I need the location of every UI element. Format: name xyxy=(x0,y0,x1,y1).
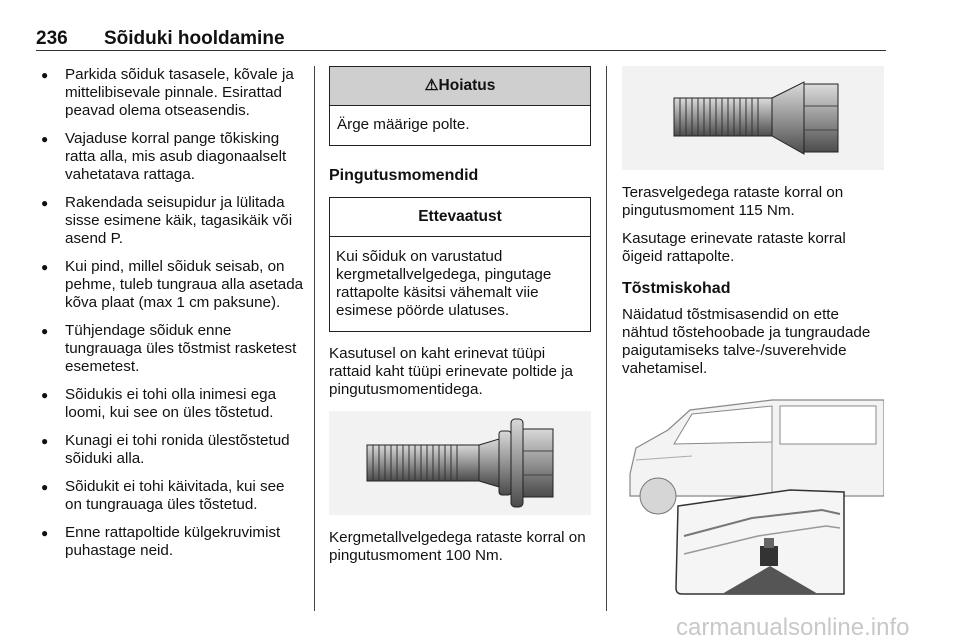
warning-text: Ärge määrige polte. xyxy=(337,116,470,133)
watermark: carmanualsonline.info xyxy=(676,614,910,641)
steel-wheel-bolt-illustration xyxy=(622,66,884,170)
paragraph-steel-torque: Terasvelgedega rataste korral on pingutusmoment 115 Nm. xyxy=(622,184,844,219)
alloy-wheel-bolt-illustration xyxy=(329,411,591,515)
header-divider xyxy=(36,50,886,51)
list-item: ● Parkida sõiduk tasasele, kõvale ja mittelibisevale pinnale. Esirattad peavad olema otseasendis. xyxy=(36,66,304,120)
warning-header xyxy=(330,67,590,106)
list-item: ● Vajaduse korral pange tõkisking ratta alla, mis asub diagonaalselt vahetatava rattaga. xyxy=(36,130,304,184)
warning-box xyxy=(329,66,591,146)
column-divider-1 xyxy=(314,66,315,611)
front-wheel xyxy=(640,478,676,514)
column-divider-2 xyxy=(606,66,607,611)
list-item: ● Sõidukis ei tohi olla inimesi ega loomi, kui see on üles tõstetud. xyxy=(36,386,304,422)
column-3 xyxy=(622,66,888,596)
paragraph-wheel-types: Kasutusel on kaht erinevat tüüpi rattaid kaht tüüpi erinevate poltide ja pingutusmomentidega. xyxy=(329,345,574,398)
section-title-lifting-points: Tõstmiskohad xyxy=(622,280,731,297)
jack-head xyxy=(760,546,778,566)
list-item: ● Enne rattapoltide külgekruvimist puhastage neid. xyxy=(36,524,304,560)
warning-icon: ⚠ xyxy=(424,77,439,94)
page-header xyxy=(36,28,886,50)
page-number: 236 xyxy=(36,28,68,49)
column-1 xyxy=(36,66,304,570)
lifting-points-illustration xyxy=(622,396,884,596)
section-title-torque: Pingutusmomendid xyxy=(329,167,479,184)
paragraph-correct-bolts: Kasutage erinevate rataste korral õigeid rattapolte. xyxy=(622,230,846,265)
notice-box xyxy=(329,197,591,332)
paragraph-lifting-positions: Näidatud tõstmisasendid on ette nähtud tõstehoobade ja tungraudade paigutamiseks talve-/suverehvide vahetamisel. xyxy=(622,306,871,377)
paragraph-alloy-torque: Kergmetallvelgedega rataste korral on pingutusmoment 100 Nm. xyxy=(329,529,586,564)
car-rear-window xyxy=(780,406,876,444)
list-item: ● Tühjendage sõiduk enne tungrauaga üles tõstmist rasketest esemetest. xyxy=(36,322,304,376)
list-item: ● Kunagi ei tohi ronida ülestõstetud sõiduki alla. xyxy=(36,432,304,468)
list-item: ● Sõidukit ei tohi käivitada, kui see on tungrauaga üles tõstetud. xyxy=(36,478,304,514)
column-2 xyxy=(329,66,591,565)
chapter-title: Sõiduki hooldamine xyxy=(104,28,285,49)
preparation-list xyxy=(36,66,304,560)
warning-title: Hoiatus xyxy=(438,77,496,94)
list-item: ● Kui pind, millel sõiduk seisab, on pehme, tuleb tungraua alla asetada kõva plaat (max 1 cm paksune). xyxy=(36,258,304,312)
notice-text: Kui sõiduk on varustatud kergmetallvelgedega, pingutage rattapolte käsitsi vähemalt viie esimese pöörde ulatuses. xyxy=(336,248,552,319)
list-item: ● Rakendada seisupidur ja lülitada sisse esimene käik, tagasikäik või asend P. xyxy=(36,194,304,248)
notice-title: Ettevaatust xyxy=(330,198,590,237)
